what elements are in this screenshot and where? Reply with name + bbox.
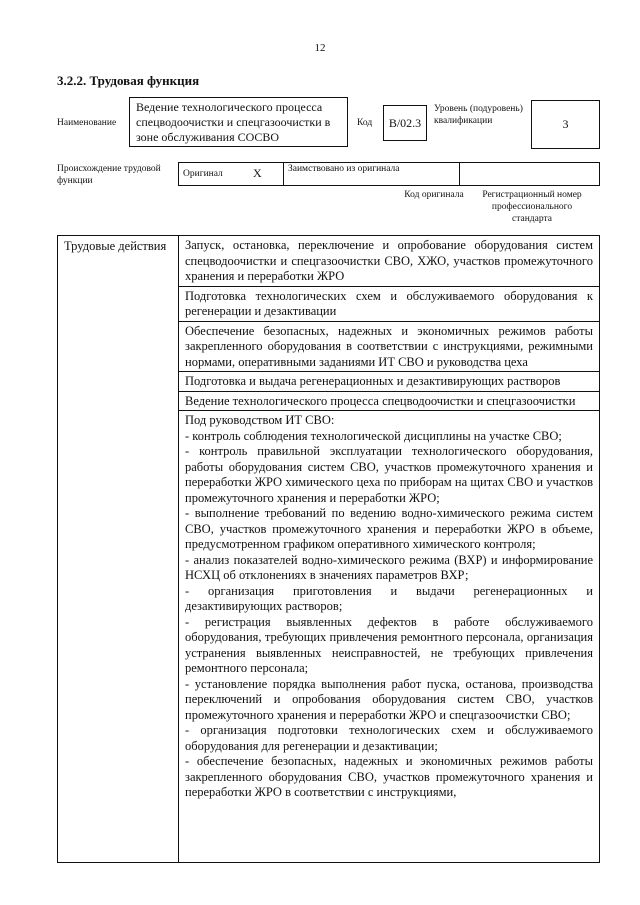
borrowed-label: Заимствовано из оригинала: [288, 164, 400, 174]
code-original-label: Код оригинала: [404, 190, 464, 200]
detail-intro: Под руководством ИТ СВО:: [185, 413, 335, 427]
detail-item: - организация приготовления и выдачи регенерационных и дезактивирующих растворов;: [185, 583, 593, 613]
section-heading: 3.2.2. Трудовая функция: [57, 73, 200, 88]
detail-item: - контроль правильной эксплуатации технологического оборудования, работы оборудования систем СВО, участков промежуточного хранения и переработки ЖРО химического цеха по приборам на щитах СВО и участков промежуточного хранения и переработки ЖРО;: [185, 444, 593, 505]
labor-actions-label-cell: [58, 236, 179, 862]
detail-item: - анализ показателей водно-химического режима (ВХР) и информирование НСХЦ об отклонениях в значениях параметров ВХР;: [185, 552, 593, 582]
level-label: Уровень (подуровень) квалификации: [434, 104, 523, 126]
labor-action-row: Подготовка технологических схем и обслуживаемого оборудования к регенерации и дезактивации: [179, 287, 599, 322]
reg-number-label: Регистрационный номер профессионального стандарта: [482, 190, 582, 224]
labor-actions-table: [57, 235, 600, 863]
labor-action-detail-row: [179, 411, 599, 802]
original-mark: Х: [253, 166, 262, 180]
detail-item: - регистрация выявленных дефектов в работе обслуживаемого оборудования, требующих привлечения ремонтного персонала, организация устранения выявленных неисправностей, не требующих привлечения ремонтного персонала;: [185, 614, 593, 675]
name-label: Наименование: [57, 118, 117, 128]
labor-action-row: Подготовка и выдача регенерационных и дезактивирующих растворов: [179, 372, 599, 392]
origin-divider: [283, 163, 284, 185]
labor-action-row: Ведение технологического процесса спецводоочистки и спецгазоочистки: [179, 392, 599, 412]
name-value-box: Ведение технологического процесса спецводоочистки и спецгазоочистки в зоне обслуживания СОСВО: [129, 97, 348, 147]
origin-label: Происхождение трудовой функции: [57, 164, 161, 186]
labor-actions-label: Трудовые действия: [64, 239, 167, 253]
code-label: Код: [357, 118, 373, 128]
origin-divider: [459, 163, 460, 185]
level-value-box: 3: [531, 100, 600, 149]
detail-item: - организация подготовки технологических схем и обслуживаемого оборудования для регенерации и дезактивации;: [185, 723, 593, 753]
detail-item: - обеспечение безопасных, надежных и экономичных режимов работы закрепленного оборудования СВО, участков промежуточного хранения и переработки ЖРО в соответствии с инструкциями,: [185, 754, 593, 799]
labor-actions-list: [179, 236, 599, 802]
detail-item: - контроль соблюдения технологической дисциплины на участке СВО;: [185, 428, 562, 443]
detail-item: - установление порядка выполнения работ пуска, останова, производства переключений и опробования оборудования систем СВО, участков промежуточного хранения и переработки ЖРО и спецгазоочистки СВО;: [185, 676, 593, 722]
code-value-box: В/02.3: [383, 105, 427, 141]
original-label: Оригинал: [183, 169, 223, 179]
detail-item: - выполнение требований по ведению водно-химического режима систем СВО, участков промежуточного хранения и переработки ЖРО в объеме, предусмотренном графиком оперативного химического контроля;: [185, 506, 593, 551]
labor-action-row: Запуск, остановка, переключение и опробование оборудования систем спецводоочистки и спецгазоочистки СВО, ХЖО, участков промежуточного хранения и переработки ЖРО: [179, 236, 599, 287]
labor-action-row: Обеспечение безопасных, надежных и экономичных режимов работы закрепленного оборудования в соответствии с инструкциями, режимными нормами, оперативными заданиями ИТ СВО и руководства цеха: [179, 322, 599, 373]
page-number: 12: [314, 42, 326, 54]
